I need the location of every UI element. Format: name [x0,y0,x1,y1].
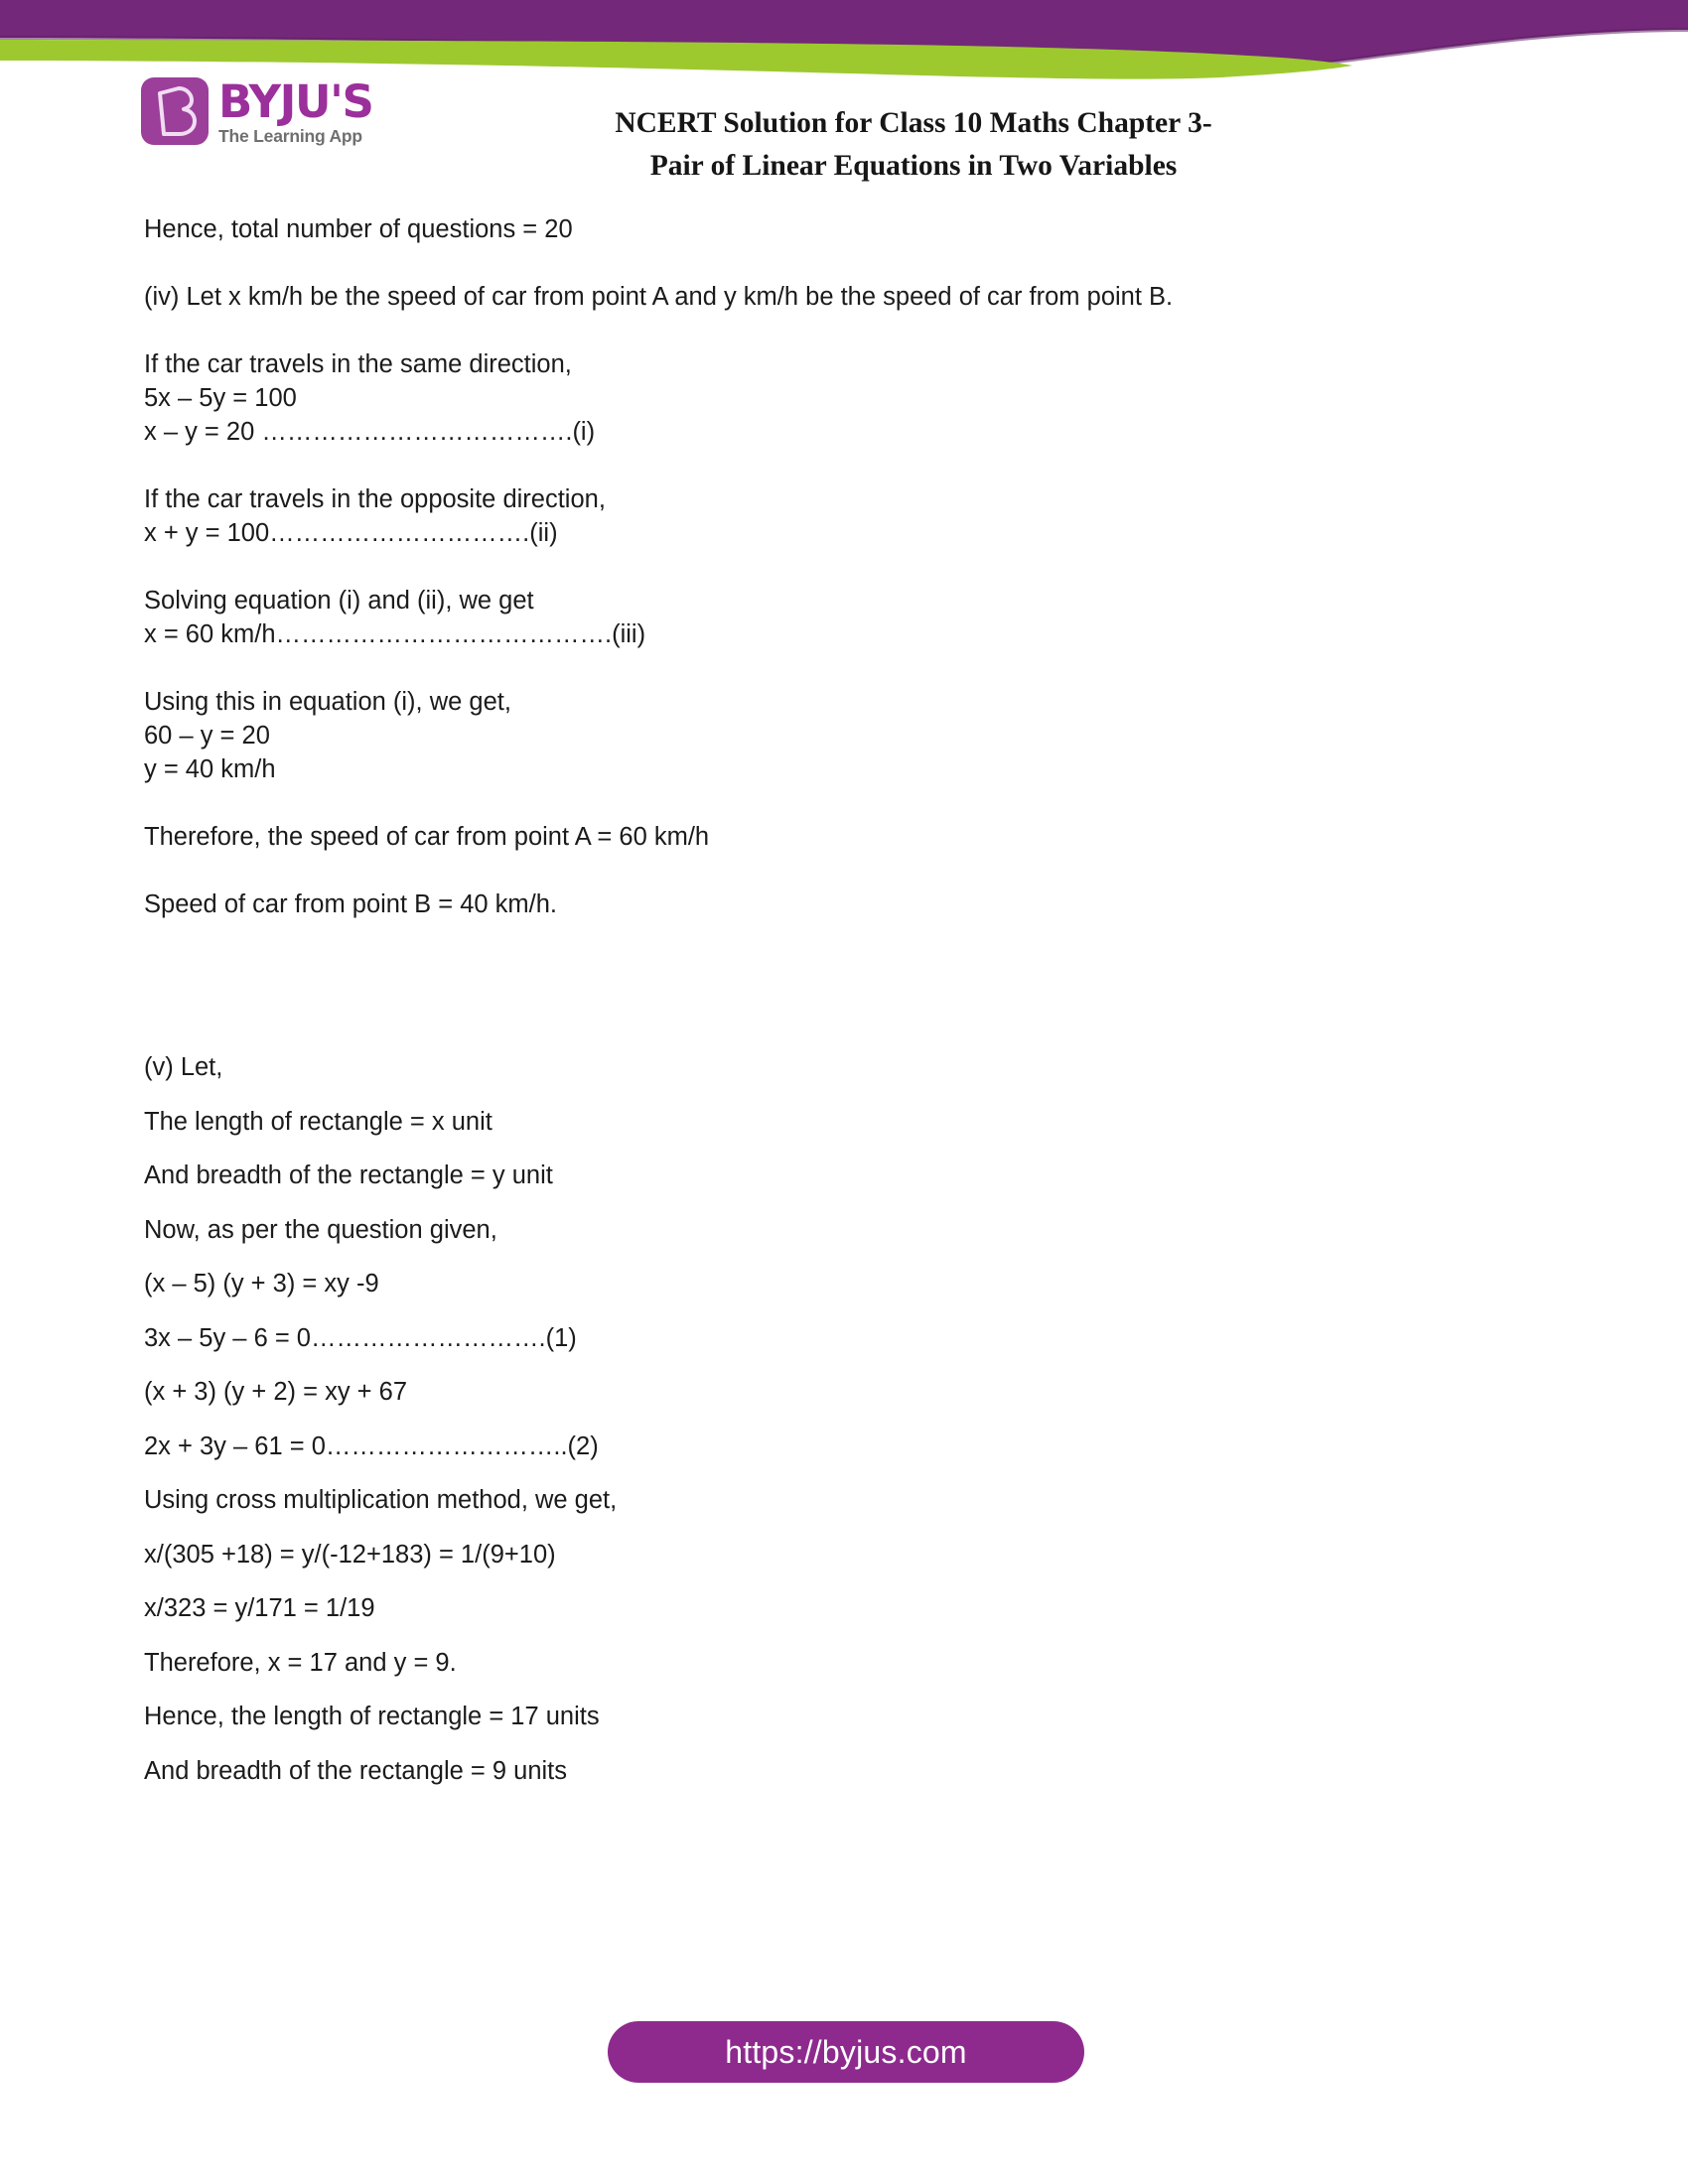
text-line: Therefore, x = 17 and y = 9. [144,1648,457,1677]
part-v-block [144,1040,1554,1798]
paragraph-substitute-in-i [144,685,1554,786]
byjus-website-link[interactable] [608,2021,1084,2083]
paragraph-same-direction [144,347,1554,449]
text-line: Hence, the length of rectangle = 17 units [144,1703,600,1730]
byjus-logo [141,77,373,146]
text-line: Using this in equation (i), we get, [144,688,511,716]
text-line: And breadth of the rectangle = y unit [144,1161,553,1189]
text-line: x – y = 20 ……………………………….(i) [144,418,596,446]
paragraph-speed-point-b [144,887,1554,921]
byjus-website-link-label: https://byjus.com [725,2033,967,2070]
text-line: (iv) Let x km/h be the speed of car from point A and y km/h be the speed of car from point B. [144,283,1174,311]
paragraph-spacer [144,786,1554,820]
paragraph-spacer [144,314,1554,347]
text-line: (x – 5) (y + 3) = xy -9 [144,1270,379,1297]
paragraph-opposite-direction [144,482,1554,550]
text-line: Therefore, the speed of car from point A = 60 km/h [144,823,710,851]
text-line: Solving equation (i) and (ii), we get [144,587,534,614]
paragraph-spacer [144,651,1554,685]
text-line: 3x – 5y – 6 = 0……………………….(1) [144,1323,577,1352]
text-line: Using cross multiplication method, we get, [144,1486,618,1514]
paragraph-hence-total-questions [144,212,1554,246]
logo-tagline: The Learning App [218,126,362,146]
text-line: Hence, total number of questions = 20 [144,215,573,243]
page-title-line-2: Pair of Linear Equations in Two Variables [649,150,1178,182]
text-line: If the car travels in the same direction, [144,350,572,378]
paragraph-spacer [144,246,1554,280]
paragraph-spacer [144,449,1554,482]
solution-body [144,212,1554,1798]
paragraph-spacer [144,550,1554,584]
paragraph-speed-point-a [144,820,1554,854]
paragraph-part-iv-intro [144,280,1554,314]
section-spacer [144,921,1554,1040]
page-title-line-1: NCERT Solution for Class 10 Maths Chapter 3- [615,107,1212,139]
text-line: x = 60 km/h………………………………….(iii) [144,620,646,648]
text-line: 60 – y = 20 [144,722,270,750]
text-line: Speed of car from point B = 40 km/h. [144,890,558,918]
text-line: (x + 3) (y + 2) = xy + 67 [144,1378,408,1406]
text-line: Now, as per the question given, [144,1215,497,1244]
solution-blocks [144,212,1554,921]
text-line: x + y = 100………………………….(ii) [144,519,558,547]
text-line: If the car travels in the opposite direction, [144,485,606,513]
byjus-b-mark-icon [141,77,209,145]
text-line: y = 40 km/h [144,755,276,783]
text-line: The length of rectangle = x unit [144,1107,492,1136]
paragraph-solving-i-and-ii [144,584,1554,651]
text-line: x/323 = y/171 = 1/19 [144,1594,375,1622]
text-line: And breadth of the rectangle = 9 units [144,1756,568,1785]
page-title [467,102,1360,188]
text-line: x/(305 +18) = y/(-12+183) = 1/(9+10) [144,1540,556,1569]
paragraph-spacer [144,854,1554,887]
logo-wordmark: BYJU'S [218,75,373,128]
text-line: 5x – 5y = 100 [144,384,297,412]
text-line: (v) Let, [144,1053,223,1081]
text-line: 2x + 3y – 61 = 0………………………..(2) [144,1432,599,1460]
